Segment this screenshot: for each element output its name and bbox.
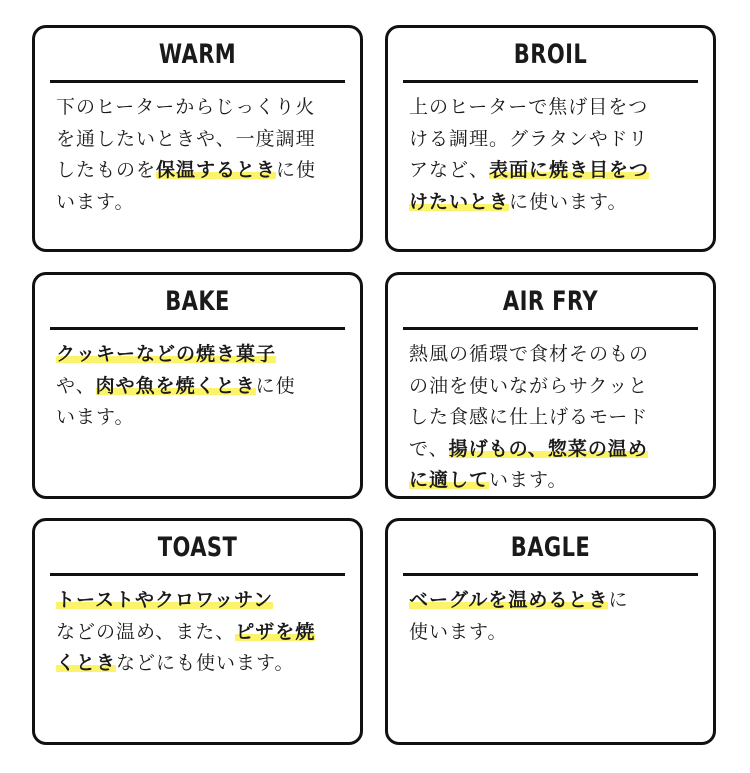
text-segment: で、 [409, 437, 449, 460]
title-divider [403, 573, 698, 576]
text-line [409, 371, 701, 403]
text-line [56, 402, 348, 434]
text-line [56, 648, 348, 680]
text-segment: います。 [489, 469, 568, 491]
card-title: TOAST [157, 532, 238, 563]
text-line [56, 617, 348, 649]
text-line [409, 124, 701, 156]
text-line [409, 585, 701, 617]
text-segment: に使います。 [509, 190, 628, 213]
highlighted-text: ベーグルを温めるとき [409, 589, 609, 611]
text-segment: 上のヒーターで焦げ目をつ [409, 96, 649, 118]
card-description [56, 585, 348, 680]
card-title: BAKE [165, 286, 230, 317]
text-segment: に使 [255, 374, 296, 397]
card-title: AIR FRY [502, 286, 599, 317]
card-description [409, 339, 701, 497]
title-divider [50, 327, 345, 330]
text-segment: などにも使います。 [116, 652, 295, 674]
card-bake [32, 272, 363, 499]
text-line [56, 155, 348, 187]
text-line [409, 617, 701, 649]
highlighted-text: に適して [409, 469, 490, 491]
text-segment: の油を使いながらサクッと [409, 374, 649, 397]
highlighted-text: 肉や魚を焼くとき [95, 374, 256, 397]
card-description [56, 92, 348, 218]
text-line [409, 187, 701, 219]
text-segment: 使います。 [409, 620, 508, 643]
highlighted-text: トーストやクロワッサン [56, 589, 274, 611]
text-segment: います。 [56, 190, 135, 213]
title-divider [403, 327, 698, 330]
card-bagle [385, 518, 716, 745]
highlighted-text: クッキーなどの焼き菓子 [56, 343, 277, 365]
text-line [409, 434, 701, 466]
text-segment: を通したいときや、一度調理 [56, 127, 316, 150]
text-line [56, 585, 348, 617]
card-title: BAGLE [510, 532, 591, 563]
highlighted-text: ピザを焼 [235, 620, 316, 643]
card-title: BROIL [513, 39, 588, 70]
highlighted-text: 保温するとき [156, 159, 277, 181]
text-segment: したものを [56, 159, 157, 181]
highlighted-text: けたいとき [409, 190, 510, 213]
text-line [409, 465, 701, 497]
card-description [409, 585, 701, 648]
text-line [56, 92, 348, 124]
text-segment: います。 [56, 406, 135, 428]
card-broil [385, 25, 716, 252]
highlighted-text: 表面に焼き目をつ [489, 159, 650, 181]
card-warm [32, 25, 363, 252]
text-line [56, 124, 348, 156]
title-divider [403, 80, 698, 83]
text-segment: 下のヒーターからじっくり火 [56, 96, 316, 118]
title-divider [50, 80, 345, 83]
text-segment: や、 [56, 374, 96, 397]
title-divider [50, 573, 345, 576]
text-line [56, 339, 348, 371]
card-title: WARM [158, 39, 237, 70]
text-segment: に [608, 589, 629, 611]
text-segment: に使 [276, 159, 317, 181]
text-line [56, 371, 348, 403]
card-air-fry [385, 272, 716, 499]
text-segment: などの温め、また、 [56, 620, 236, 643]
highlighted-text: 揚げもの、惣菜の温め [448, 437, 648, 460]
text-line [409, 155, 701, 187]
text-segment: ける調理。グラタンやドリ [409, 127, 649, 150]
text-segment: 熱風の循環で食材そのもの [409, 343, 650, 365]
text-segment: した食感に仕上げるモード [409, 406, 649, 428]
text-line [409, 92, 701, 124]
text-line [56, 187, 348, 219]
card-description [409, 92, 701, 218]
text-segment: アなど、 [409, 159, 490, 181]
text-line [409, 402, 701, 434]
text-line [409, 339, 701, 371]
card-description [56, 339, 348, 434]
card-toast [32, 518, 363, 745]
highlighted-text: くとき [56, 652, 117, 674]
